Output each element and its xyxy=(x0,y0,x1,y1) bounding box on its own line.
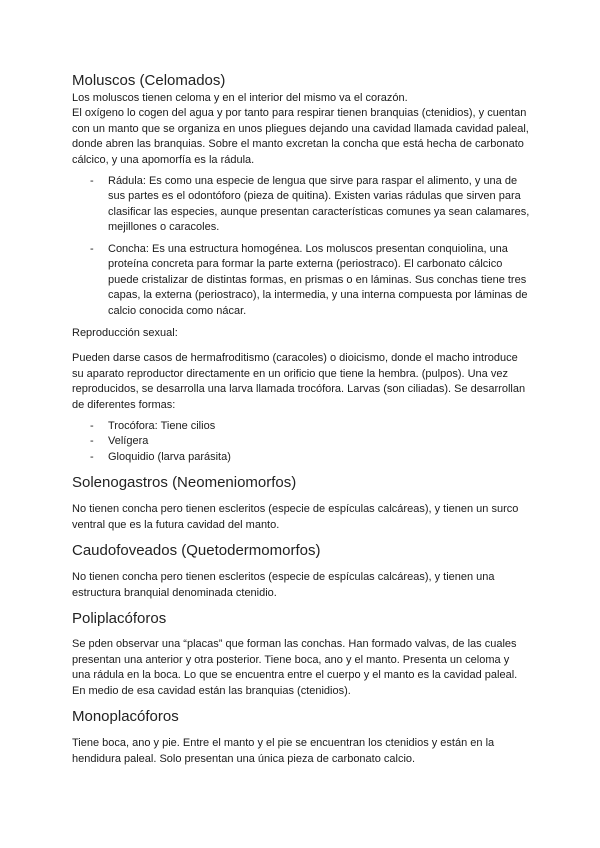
list-item-text: Gloquidio (larva parásita) xyxy=(108,450,231,463)
list-item-veligera xyxy=(72,434,530,449)
section-title-solenogastros: Solenogastros (Neomeniomorfos) xyxy=(72,474,297,491)
bullet-dash: - xyxy=(90,450,94,463)
moluscos-intro-line: Los moluscos tienen celoma y en el interior del mismo va el corazón. xyxy=(72,92,408,104)
list-item-radula xyxy=(72,174,530,236)
reproduccion-paragraph: Pueden darse casos de hermafroditismo (caracoles) o dioicismo, donde el macho introduce su aparato reproductor directamente en un orificio que tiene la hembra. (pulpos). Una vez reproducidos, se desarrolla una larva llamada trocófora. Larvas (son ciliadas). Se desarrollan de diferentes formas: xyxy=(72,352,526,411)
monoplacoforos-paragraph: Tiene boca, ano y pie. Entre el manto y el pie se encuentran los ctenidios y están en la hendidura paleal. Solo presentan una única pieza de carbonato calcio. xyxy=(72,737,495,765)
list-item-concha xyxy=(72,242,530,319)
section-title-poliplacoforos: Poliplacóforos xyxy=(72,610,167,627)
list-item-text: Trocófora: Tiene cilios xyxy=(108,420,216,432)
moluscos-feature-list xyxy=(72,174,530,236)
poliplacoforos-paragraph: Se pden observar una “placas” que forman las conchas. Han formado valvas, de las cuales presentan una anterior y otra posterior. Tiene boca, ano y el manto. Presenta un celoma y una rádula en la boca. Lo que se encuentra entre el cuerpo y el manto es la cavidad paleal. En medio de esa cavidad están las branquias (ctenidios). xyxy=(72,638,518,697)
section-title-moluscos: Moluscos (Celomados) xyxy=(72,72,226,89)
list-item-trocofora xyxy=(72,419,530,434)
bullet-dash: - xyxy=(90,435,94,448)
bullet-dash: - xyxy=(90,175,94,187)
caudofoveados-paragraph: No tienen concha pero tienen escleritos (especie de espículas calcáreas), y tienen una estructura branquial denominada ctenidio. xyxy=(72,571,495,599)
list-item-text: Rádula: Es como una especie de lengua que sirve para raspar el alimento, y una de sus partes es el odontóforo (pieza de quitina). Existen varias rádulas que sirven para clasificar las especies, aunque presentan características comunes ya sean calamares, mejillones o caracoles. xyxy=(108,175,530,234)
moluscos-feature-list-2 xyxy=(72,242,530,319)
bullet-dash: - xyxy=(90,420,94,432)
list-item-gloquidio xyxy=(72,450,530,465)
solenogastros-paragraph: No tienen concha pero tienen escleritos (especie de espículas calcáreas), y tienen un surco ventral que es la futura cavidad del manto. xyxy=(72,503,519,531)
bullet-dash: - xyxy=(90,243,94,255)
section-title-caudofoveados: Caudofoveados (Quetodermomorfos) xyxy=(72,542,321,559)
larvae-list xyxy=(72,419,530,465)
section-title-monoplacoforos: Monoplacóforos xyxy=(72,708,179,725)
subheading-reproduccion: Reproducción sexual: xyxy=(72,327,178,339)
list-item-text: Velígera xyxy=(108,435,149,448)
list-item-text: Concha: Es una estructura homogénea. Los moluscos presentan conquiolina, una proteína concreta para formar la parte externa (periostraco). El carbonato cálcico puede cristalizar de distintas formas, en prismas o en láminas. Sus conchas tiene tres capas, la externa (periostraco), la intermedia, y una interna compuesta por láminas de calcio conocida como nácar. xyxy=(108,243,528,317)
moluscos-intro-paragraph: El oxígeno lo cogen del agua y por tanto para respirar tienen branquias (ctenidios), y cuentan con un manto que se organiza en unos pliegues dejando una cavidad llamada cavidad paleal, donde abren las branquias. Sobre el manto excretan la concha que está hecha de carbonato cálcico, y una apomorfía es la rádula. xyxy=(72,107,529,166)
